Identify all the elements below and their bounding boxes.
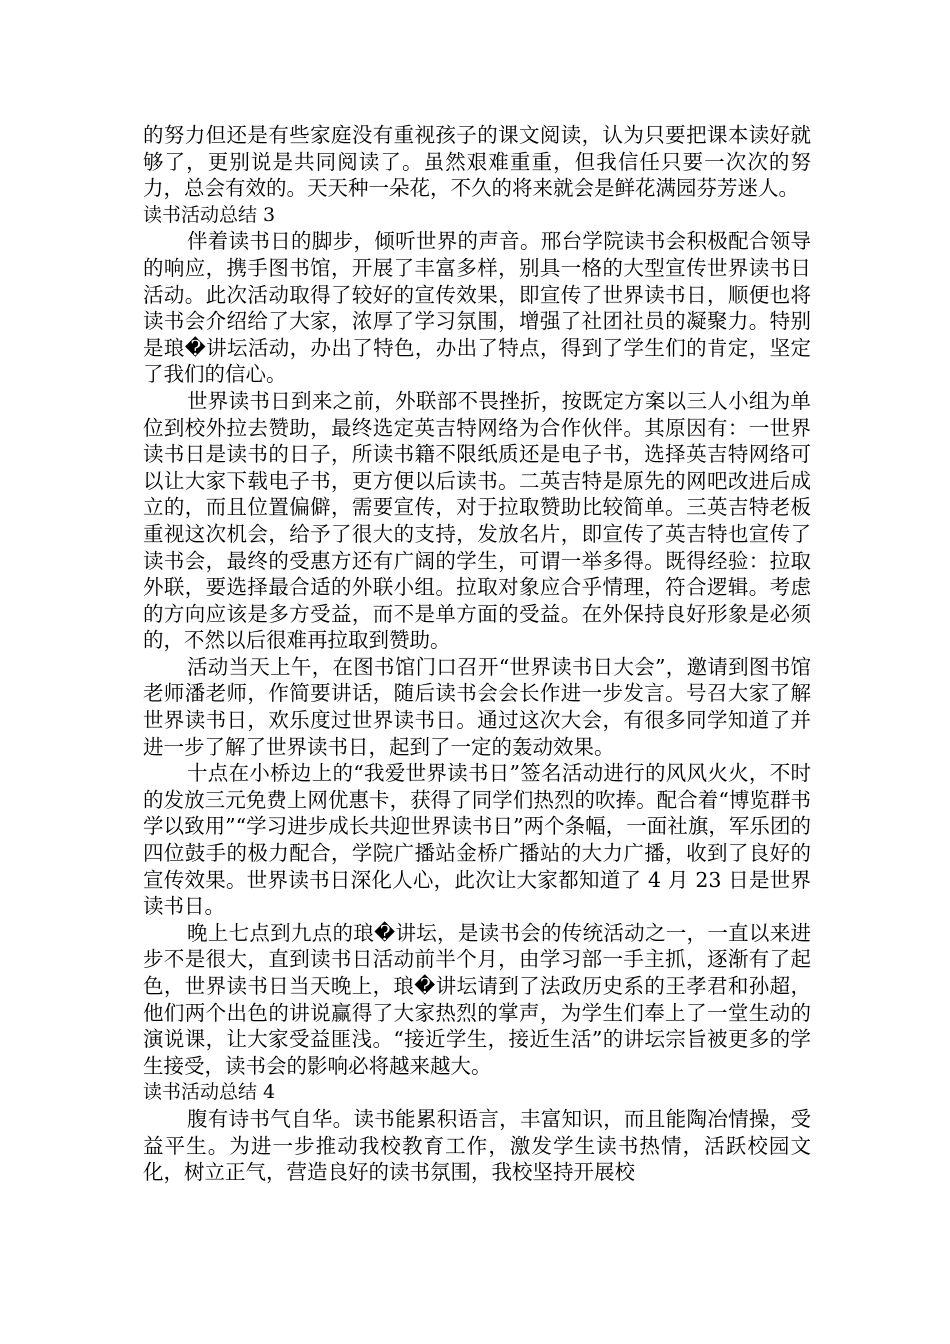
paragraph-morning-meeting: 活动当天上午，在图书馆门口召开“世界读书日大会”，邀请到图书馆老师潘老师，作简要讲话，随后读书会会长作进一步发言。号召大家了解世界读书日，欢乐度过世界读书日。通过这次大会，有很多同学知道了并进一步了解了世界读书日，起到了一定的轰动效果。: [143, 654, 811, 759]
section-heading-4: 读书活动总结 4: [143, 1081, 276, 1104]
paragraph-signature-event: 十点在小桥边上的“我爱世界读书日”签名活动进行的风风火火，不时的发放三元免费上网优惠卡，获得了同学们热烈的吹捧。配合着“博览群书学以致用”“学习进步成长共迎世界读书日”两个条幅，一面社旗，军乐团的四位鼓手的极力配合，学院广播站金桥广播站的大力广播，收到了良好的宣传效果。世界读书日深化人心，此次让大家都知道了 4 月 23 日是世界读书日。: [143, 761, 811, 919]
paragraph-section4-intro: 腹有诗书气自华。读书能累积语言，丰富知识，而且能陶冶情操，受益平生。为进一步推动我校教育工作，激发学生读书热情，活跃校园文化，树立正气，营造良好的读书氛围，我校坚持开展校: [143, 1106, 811, 1185]
paragraph-sponsorship: 世界读书日到来之前，外联部不畏挫折，按既定方案以三人小组为单位到校外拉去赞助，最终选定英吉特网络为合作伙伴。其原因有：一世界读书日是读书的日子，所读书籍不限纸质还是电子书，选择英吉特网络可以让大家下载电子书，更方便以后读书。二英吉特是原先的网吧改进后成立的，而且位置偏僻，需要宣传，对于拉取赞助比较简单。三英吉特老板重视这次机会，给予了很大的支持，发放名片，即宣传了英吉特也宣传了读书会，最终的受惠方还有广阔的学生，可谓一举多得。既得经验：拉取外联，要选择最合适的外联小组。拉取对象应合乎情理，符合逻辑。考虑的方向应该是多方受益，而不是单方面的受益。在外保持良好形象是必须的，不然以后很难再拉取到赞助。: [143, 388, 811, 653]
paragraph-intro: 伴着读书日的脚步，倾听世界的声音。邢台学院读书会积极配合领导的响应，携手图书馆，开展了丰富多样，别具一格的大型宣传世界读书日活动。此次活动取得了较好的宣传效果，即宣传了世界读书日，顺便也将读书会介绍给了大家，浓厚了学习氛围，增强了社团社员的凝聚力。特别是琅�讲坛活动，办出了特色，办出了特点，得到了学生们的肯定，坚定了我们的信心。: [143, 229, 811, 387]
section-heading-3: 读书活动总结 3: [143, 203, 276, 226]
paragraph-continuation: 的努力但还是有些家庭没有重视孩子的课文阅读，认为只要把课本读好就够了，更别说是共同阅读了。虽然艰难重重，但我信任只要一次次的努力，总会有效的。天天种一朵花，不久的将来就会是鲜花满园芬芳迷人。: [143, 123, 811, 201]
document-page: [143, 122, 811, 1186]
paragraph-evening-forum: 晚上七点到九点的琅�讲坛，是读书会的传统活动之一，一直以来进步不是很大，直到读书日活动前半个月，由学习部一手主抓，逐渐有了起色，世界读书日当天晚上，琅�讲坛请到了法政历史系的王孝君和孙超，他们两个出色的讲说赢得了大家热烈的掌声，为学生们奉上了一堂生动的演说课，让大家受益匪浅。“接近学生，接近生活”的讲坛宗旨被更多的学生接受，读书会的影响必将越来越大。: [143, 920, 811, 1078]
